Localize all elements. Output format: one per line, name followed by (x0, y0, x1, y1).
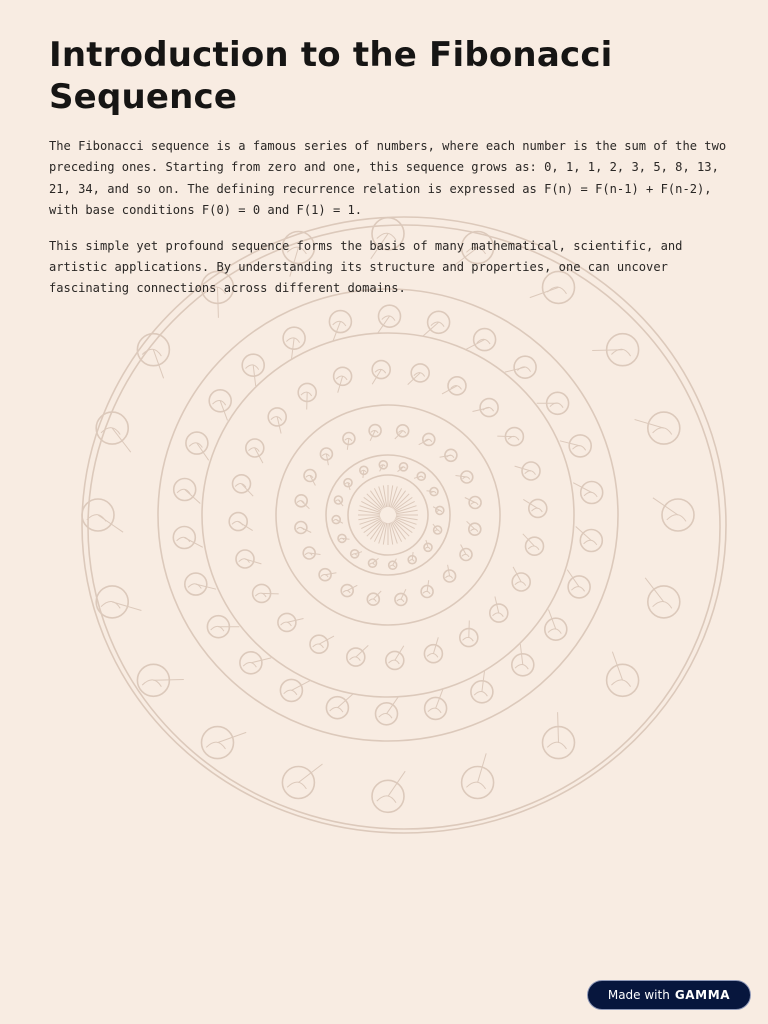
spiral-ornament (558, 712, 559, 742)
spiral-ornament (313, 644, 324, 648)
applications-paragraph: This simple yet profound sequence forms the basis of many mathematical, scientific, and artistic applications. By understanding its structure and properties, one can uncover fascinating connections across different domains. (49, 238, 683, 296)
spiral-ornament (322, 454, 329, 457)
spiral-ornament (379, 714, 392, 719)
spiral-ornament (428, 708, 441, 713)
spiral-ornament (442, 386, 457, 394)
spiral-ornament (409, 560, 414, 562)
spiral-ornament (528, 546, 539, 550)
spiral-ornament (301, 501, 309, 509)
spiral-ornament (184, 538, 203, 548)
spiral-ornament (408, 373, 421, 385)
spiral-ornament (423, 591, 430, 594)
spiral-ornament (427, 653, 438, 657)
spiral-ornament (653, 498, 678, 515)
spiral-ornament (337, 694, 353, 708)
spiral-ornament (276, 405, 500, 625)
spiral-ornament (469, 621, 470, 638)
spiral-ornament (412, 552, 413, 560)
spiral-ornament (584, 492, 597, 497)
spiral-ornament (445, 576, 452, 579)
spiral-ornament (396, 516, 418, 519)
spiral-ornament (239, 559, 250, 563)
spiral-ornament (513, 567, 521, 582)
spiral-ornament (372, 370, 381, 385)
spiral-ornament (571, 587, 584, 592)
spiral-ornament (523, 534, 535, 546)
spiral-ornament (284, 690, 297, 695)
spiral-ornament (389, 485, 392, 507)
spiral-ornament (466, 340, 485, 350)
spiral-ornament (206, 742, 225, 749)
spiral-ornament (653, 601, 672, 608)
spiral-ornament (389, 523, 392, 545)
spiral-ornament (370, 563, 375, 565)
spiral-ornament (153, 680, 183, 681)
intro-paragraph: The Fibonacci sequence is a famous series of numbers, where each number is the sum of the two preceding ones. Starting from zero and one, this sequence grows as: 0, 1, 1, 2, 3, 5, 8, 13, 21, 34, and so on. The defining recurrence relation is expressed as F(n) = F(n-1) + F(n-2), with base conditions F(0) = 0 and F(1) = 1. (49, 139, 727, 218)
spiral-ornament (397, 599, 404, 602)
spiral-ornament (321, 575, 328, 578)
spiral-ornament (389, 660, 400, 664)
badge-prefix: Made with (607, 988, 670, 1002)
spiral-ornament (462, 554, 469, 557)
spiral-ornament (377, 796, 396, 803)
spiral-ornament (189, 443, 202, 448)
spiral-ornament (358, 510, 380, 513)
spiral-ornament (463, 637, 474, 641)
spiral-ornament (358, 516, 380, 519)
spiral-ornament (291, 681, 310, 691)
spiral-ornament (497, 436, 514, 437)
page-title: Introduction to the Fibonacci Sequence (49, 35, 613, 117)
spiral-ornament (242, 484, 254, 496)
spiral-ornament (611, 680, 630, 687)
spiral-ornament (467, 521, 475, 529)
gamma-logo: GAMMA (674, 988, 731, 1002)
spiral-ornament (243, 663, 256, 668)
spiral-ornament (262, 593, 279, 594)
spiral-ornament (319, 636, 334, 644)
made-with-gamma-badge[interactable] (587, 980, 751, 1010)
spiral-ornament (98, 515, 123, 532)
spiral-ornament (576, 527, 592, 541)
spiral-ornament (202, 333, 574, 697)
spiral-ornament (286, 338, 299, 343)
spiral-ornament (306, 475, 313, 478)
spiral-ornament (369, 599, 376, 602)
spiral-ornament (350, 657, 361, 661)
spiral-ornament (573, 483, 592, 493)
spiral-ornament (238, 522, 253, 531)
spiral-ornament (158, 289, 618, 741)
spiral-ornament (547, 742, 566, 749)
spiral-ornament (573, 446, 586, 451)
spiral-ornament (383, 485, 386, 507)
spiral-ornament (653, 428, 672, 435)
spiral-ornament (493, 613, 504, 617)
spiral-ornament (423, 322, 439, 336)
spiral-ornament (471, 529, 478, 532)
spiral-ornament (246, 365, 259, 370)
spiral-ornament (667, 515, 686, 522)
spiral-ornament (388, 771, 405, 796)
spiral-ornament (466, 782, 485, 789)
spiral-ornament (363, 470, 364, 478)
spiral-ornament (185, 490, 201, 504)
spiral-ornament (301, 392, 312, 396)
document-body (49, 34, 729, 300)
spiral-ornament (343, 590, 350, 593)
spiral-ornament (213, 401, 226, 406)
spiral-ornament (396, 510, 418, 513)
spiral-ornament (515, 665, 528, 670)
spiral-ornament (101, 601, 120, 608)
spiral-ornament (271, 417, 282, 421)
spiral-ornament (383, 523, 386, 545)
spiral-ornament (326, 455, 450, 575)
spiral-ornament (532, 508, 543, 512)
spiral-ornament (356, 645, 369, 657)
spiral-ornament (390, 565, 395, 567)
spiral-ornament (548, 629, 561, 634)
spiral-ornament (474, 692, 487, 697)
spiral-ornament (373, 591, 381, 599)
spiral-ornament (281, 622, 292, 626)
spiral-ornament (425, 547, 430, 549)
spiral-ornament (395, 646, 404, 661)
spiral-ornament (330, 707, 343, 712)
spiral-ornament (287, 782, 306, 789)
spiral-ornament (142, 680, 161, 687)
spiral-ornament (515, 582, 526, 586)
spiral-ornament (523, 499, 538, 508)
spiral-ornament (525, 471, 536, 475)
spiral-ornament (249, 448, 260, 452)
spiral-ornament (307, 392, 308, 409)
spiral-ornament (584, 540, 597, 545)
spiral-ornament (427, 491, 435, 492)
